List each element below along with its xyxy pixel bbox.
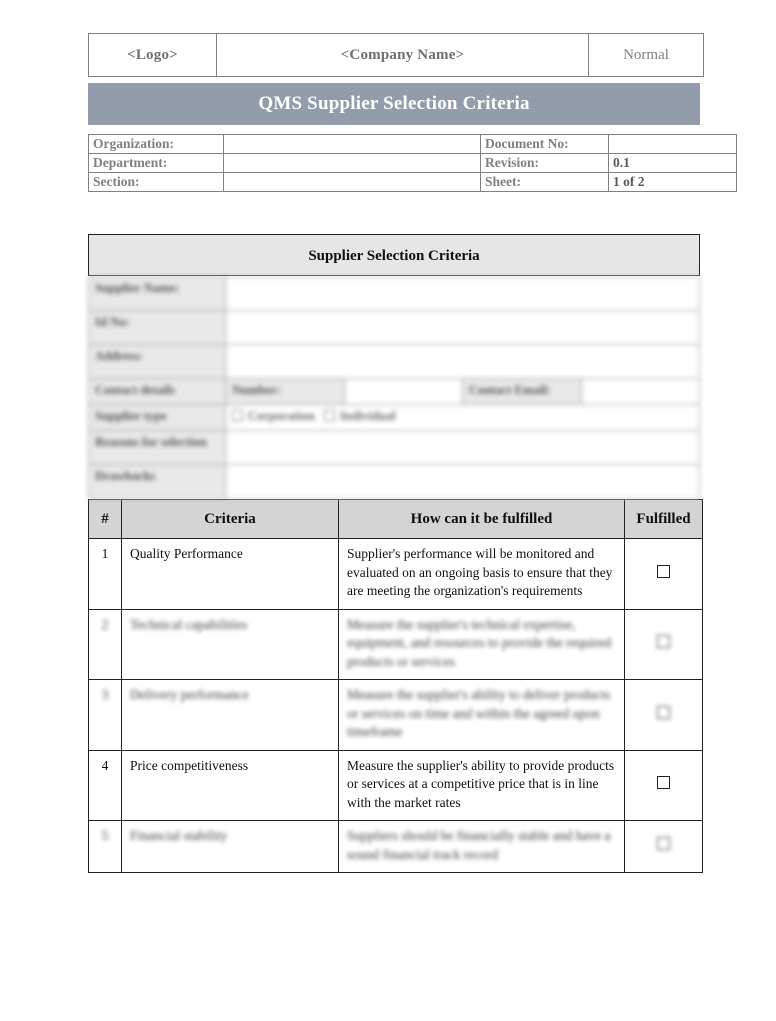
criteria-row-fulfillment: Measure the supplier's ability to provide products or services at a competitive price that is in line with the market rates: [339, 750, 625, 821]
meta-value-revision[interactable]: 0.1: [609, 154, 737, 173]
criteria-row-fulfilled-cell[interactable]: [625, 609, 703, 680]
info-value-supplier-type: [226, 405, 700, 431]
meta-row-section: [89, 173, 737, 192]
criteria-row-name: Delivery performance: [122, 680, 339, 751]
info-label-contact-details: Contact details: [89, 379, 226, 405]
table-row: [89, 750, 703, 821]
info-row-id-no: [89, 311, 700, 345]
supplier-type-label-corporation: Corporation: [248, 409, 315, 423]
checkbox-icon[interactable]: [657, 565, 670, 578]
criteria-row-fulfillment: Measure the supplier's ability to deliver products or services on time and within the agreed upon timeframe: [339, 680, 625, 751]
document-meta-table: [88, 134, 737, 192]
meta-label-document-no: Document No:: [481, 135, 609, 154]
meta-value-sheet[interactable]: 1 of 2: [609, 173, 737, 192]
criteria-row-fulfillment: Supplier's performance will be monitored and evaluated on an ongoing basis to ensure that they are meeting the organization's requirements: [339, 539, 625, 610]
criteria-row-number: 4: [89, 750, 122, 821]
criteria-row-fulfilled-cell[interactable]: [625, 750, 703, 821]
info-row-contact-details: [89, 379, 700, 405]
info-label-reasons-for-selection: Reasons for selection: [89, 431, 226, 465]
meta-label-department: Department:: [89, 154, 224, 173]
meta-value-section[interactable]: [224, 173, 481, 192]
criteria-row-number: 1: [89, 539, 122, 610]
checkbox-icon[interactable]: [232, 410, 243, 421]
supplier-info-section: [88, 234, 700, 499]
column-header-criteria: Criteria: [122, 500, 339, 539]
criteria-row-fulfilled-cell[interactable]: [625, 539, 703, 610]
info-row-drawbacks: [89, 465, 700, 499]
meta-row-department: [89, 154, 737, 173]
info-value-supplier-name[interactable]: [226, 277, 700, 311]
criteria-row-name: Financial stability: [122, 821, 339, 873]
document-status-cell[interactable]: Normal: [589, 34, 704, 77]
table-row: [89, 539, 703, 610]
table-row: [89, 609, 703, 680]
info-label-contact-email: Contact Email:: [463, 379, 582, 405]
criteria-row-number: 5: [89, 821, 122, 873]
meta-value-department[interactable]: [224, 154, 481, 173]
supplier-info-table: [88, 276, 700, 499]
criteria-row-fulfillment: Suppliers should be financially stable and have a sound financial track record: [339, 821, 625, 873]
document-page: [88, 0, 700, 873]
info-value-contact-email[interactable]: [581, 379, 700, 405]
criteria-row-fulfillment: Measure the supplier's technical expertise, equipment, and resources to provide the required products or services: [339, 609, 625, 680]
criteria-row-number: 3: [89, 680, 122, 751]
meta-value-document-no[interactable]: [609, 135, 737, 154]
meta-label-revision: Revision:: [481, 154, 609, 173]
info-row-supplier-name: [89, 277, 700, 311]
info-label-supplier-name: Supplier Name:: [89, 277, 226, 311]
info-label-supplier-type: Supplier type: [89, 405, 226, 431]
supplier-type-option-individual[interactable]: [324, 409, 396, 423]
info-value-drawbacks[interactable]: [226, 465, 700, 499]
column-header-number: #: [89, 500, 122, 539]
checkbox-icon[interactable]: [657, 635, 670, 648]
criteria-row-number: 2: [89, 609, 122, 680]
meta-row-organization: [89, 135, 737, 154]
criteria-row-name: Technical capabilities: [122, 609, 339, 680]
info-label-drawbacks: Drawbacks: [89, 465, 226, 499]
supplier-type-option-corporation[interactable]: [232, 409, 318, 423]
checkbox-icon[interactable]: [657, 837, 670, 850]
document-title: QMS Supplier Selection Criteria: [88, 83, 700, 125]
info-value-address[interactable]: [226, 345, 700, 379]
header-row: [89, 34, 704, 77]
supplier-type-label-individual: Individual: [340, 409, 396, 423]
document-header-table: [88, 33, 704, 77]
supplier-info-band-title: Supplier Selection Criteria: [88, 234, 700, 276]
checkbox-icon[interactable]: [324, 410, 335, 421]
info-value-reasons-for-selection[interactable]: [226, 431, 700, 465]
info-row-address: [89, 345, 700, 379]
meta-label-section: Section:: [89, 173, 224, 192]
table-row: [89, 680, 703, 751]
criteria-row-name: Quality Performance: [122, 539, 339, 610]
checkbox-icon[interactable]: [657, 776, 670, 789]
column-header-fulfillment: How can it be fulfilled: [339, 500, 625, 539]
info-value-number[interactable]: [344, 379, 463, 405]
criteria-row-fulfilled-cell[interactable]: [625, 680, 703, 751]
criteria-table-header-row: [89, 500, 703, 539]
info-value-id-no[interactable]: [226, 311, 700, 345]
checkbox-icon[interactable]: [657, 706, 670, 719]
criteria-row-fulfilled-cell[interactable]: [625, 821, 703, 873]
meta-label-organization: Organization:: [89, 135, 224, 154]
column-header-fulfilled: Fulfilled: [625, 500, 703, 539]
criteria-table: [88, 499, 703, 873]
meta-value-organization[interactable]: [224, 135, 481, 154]
meta-label-sheet: Sheet:: [481, 173, 609, 192]
company-name-cell[interactable]: <Company Name>: [217, 34, 589, 77]
info-label-address: Address:: [89, 345, 226, 379]
logo-cell[interactable]: <Logo>: [89, 34, 217, 77]
info-label-number: Number:: [226, 379, 345, 405]
info-row-supplier-type: [89, 405, 700, 431]
criteria-row-name: Price competitiveness: [122, 750, 339, 821]
table-row: [89, 821, 703, 873]
info-label-id-no: Id No:: [89, 311, 226, 345]
info-row-reasons-for-selection: [89, 431, 700, 465]
